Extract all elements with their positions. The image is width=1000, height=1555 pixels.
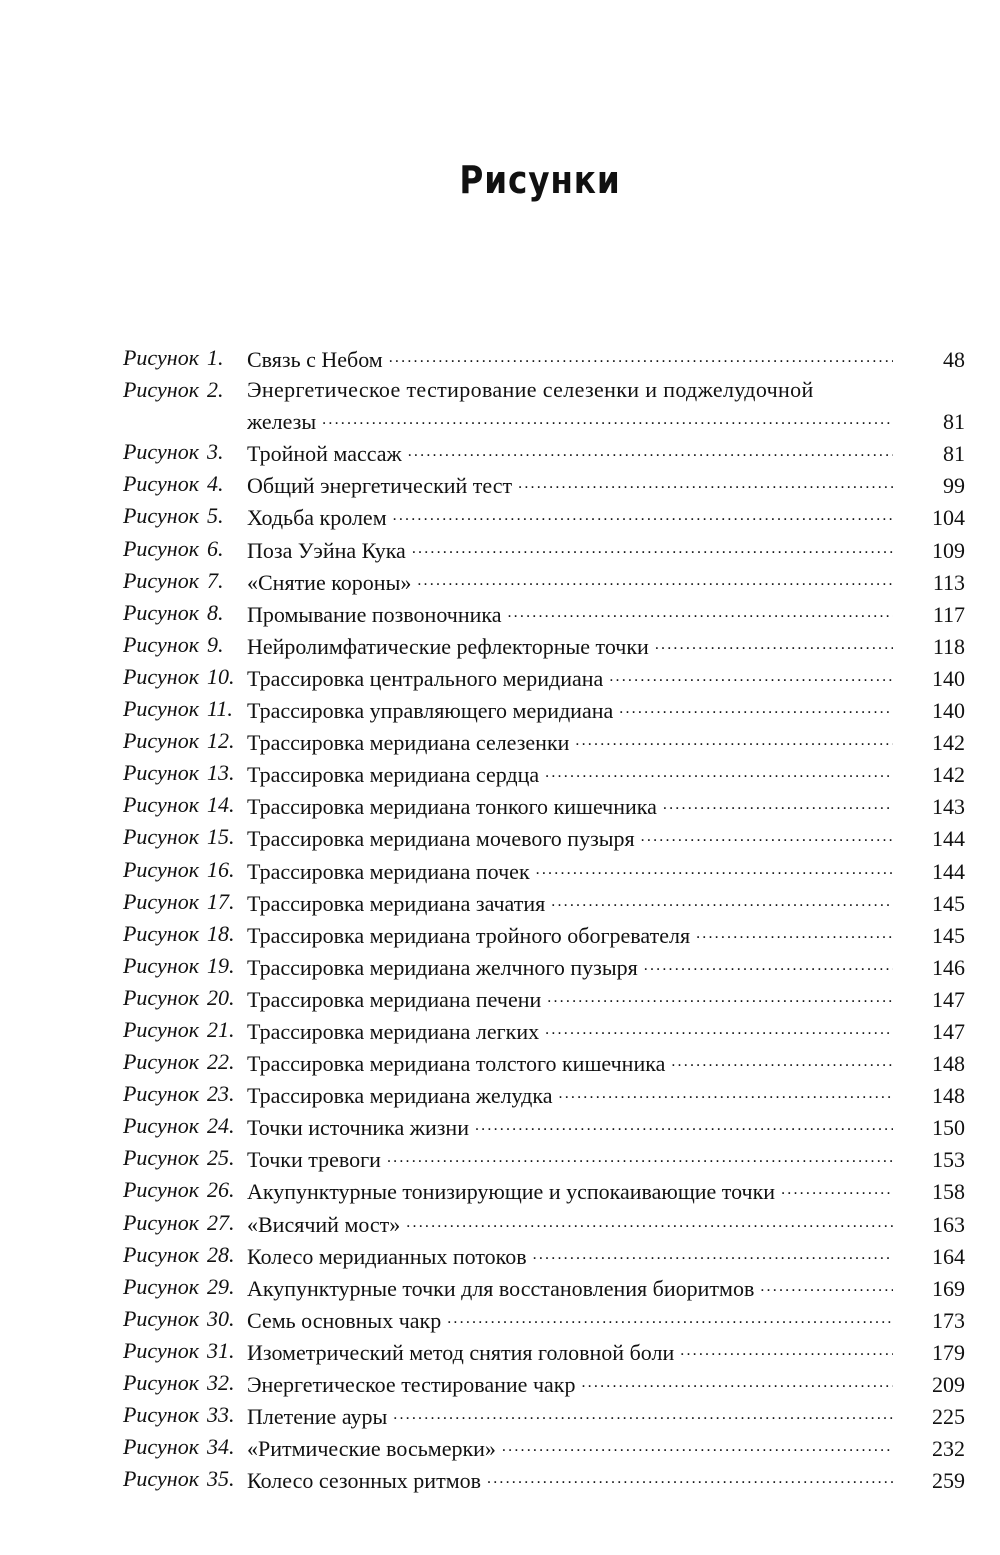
figure-entry <box>243 1079 893 1111</box>
figures-list <box>100 343 965 1496</box>
figure-entry <box>243 1015 893 1047</box>
figure-number: 13. <box>207 760 235 786</box>
figure-title: «Висячий мост» <box>247 1211 401 1237</box>
list-item <box>100 1079 965 1111</box>
figure-label-word: Рисунок <box>122 1113 199 1139</box>
page-number: 142 <box>932 730 965 756</box>
page-number: 232 <box>932 1436 965 1462</box>
page-number: 143 <box>932 794 965 820</box>
figure-entry <box>243 630 893 662</box>
list-item <box>100 1336 965 1368</box>
list-item <box>100 758 965 790</box>
figure-title: Акупунктурные тонизирующие и успокаивающие точки <box>247 1179 776 1205</box>
figure-label-word: Рисунок <box>122 728 199 754</box>
figure-label-word: Рисунок <box>122 1016 199 1042</box>
figure-label-word: Рисунок <box>122 920 199 946</box>
list-item <box>100 534 965 566</box>
figure-label-word: Рисунок <box>122 1402 199 1428</box>
list-item <box>100 1432 965 1464</box>
figure-title: Колесо сезонных ритмов <box>247 1468 481 1494</box>
figure-number: 12. <box>207 728 235 754</box>
dot-leader <box>655 630 893 662</box>
list-item <box>100 790 965 822</box>
dot-leader <box>536 855 893 887</box>
figure-number: 7. <box>207 567 224 593</box>
figure-label-word: Рисунок <box>122 1177 199 1203</box>
figure-label-word: Рисунок <box>122 696 199 722</box>
figure-entry <box>243 1336 893 1368</box>
figure-title: Ходьба кролем <box>247 505 387 531</box>
figure-label-word: Рисунок <box>122 599 199 625</box>
page-number: 145 <box>932 890 965 916</box>
figure-title: Трассировка центрального меридиана <box>247 665 604 691</box>
figure-entry <box>243 598 893 630</box>
page-number: 104 <box>932 505 965 531</box>
figure-entry <box>243 1047 893 1079</box>
page-number: 113 <box>932 569 965 595</box>
figure-label <box>100 1047 243 1077</box>
list-item <box>100 1175 965 1207</box>
list-item <box>100 855 965 887</box>
figure-title: Трассировка меридиана желудка <box>247 1083 553 1109</box>
list-item <box>100 1015 965 1047</box>
figure-label-word: Рисунок <box>122 856 199 882</box>
page-number: 109 <box>932 537 965 563</box>
figure-number: 26. <box>207 1177 235 1203</box>
figure-number: 25. <box>207 1145 235 1171</box>
figure-title: Трассировка меридиана селезенки <box>247 730 570 756</box>
figure-label <box>100 1400 243 1430</box>
figure-label <box>100 887 243 917</box>
list-item <box>100 1464 965 1496</box>
figure-label <box>100 758 243 788</box>
figure-number: 28. <box>207 1241 235 1267</box>
page-number: 153 <box>932 1147 965 1173</box>
figure-label <box>100 1240 243 1270</box>
figure-label-word: Рисунок <box>122 888 199 914</box>
figure-label-word: Рисунок <box>122 792 199 818</box>
figure-entry <box>243 375 893 437</box>
page-number: 118 <box>932 633 965 659</box>
dot-leader <box>417 566 893 598</box>
dot-leader <box>696 919 893 951</box>
figure-title: Трассировка меридиана тонкого кишечника <box>247 794 657 820</box>
figure-title: Точки тревоги <box>247 1147 381 1173</box>
figure-title: Трассировка меридиана мочевого пузыря <box>247 826 635 852</box>
list-item <box>100 1047 965 1079</box>
figure-label-word: Рисунок <box>122 1209 199 1235</box>
dot-leader <box>322 405 893 437</box>
figure-title: Колесо меридианных потоков <box>247 1243 527 1269</box>
figure-title-line: Энергетическое тестирование селезенки и поджелудочной <box>247 377 814 403</box>
figure-title: Акупунктурные точки для восстановления биоритмов <box>247 1275 755 1301</box>
figure-label <box>100 501 243 531</box>
page-number: 150 <box>932 1115 965 1141</box>
figure-title: Трассировка меридиана печени <box>247 986 542 1012</box>
list-item <box>100 566 965 598</box>
page-number: 142 <box>932 762 965 788</box>
list-item <box>100 375 965 437</box>
page-number: 140 <box>932 665 965 691</box>
dot-leader <box>487 1464 893 1496</box>
figure-label <box>100 694 243 724</box>
page-number: 158 <box>932 1179 965 1205</box>
dot-leader <box>389 343 893 375</box>
page-number: 209 <box>932 1372 965 1397</box>
dot-leader <box>581 1368 893 1400</box>
page-number: 81 <box>943 409 965 435</box>
figure-number: 22. <box>207 1049 235 1075</box>
figure-entry <box>243 501 893 533</box>
page-number: 140 <box>932 698 965 724</box>
figure-entry <box>243 1432 893 1464</box>
figure-label <box>100 919 243 949</box>
dot-leader <box>680 1336 893 1368</box>
page-number: 81 <box>943 441 965 467</box>
page-number: 148 <box>932 1083 965 1109</box>
figure-label <box>100 790 243 820</box>
figure-label <box>100 437 243 467</box>
figure-label <box>100 566 243 596</box>
figure-number: 14. <box>207 792 235 818</box>
figure-number: 27. <box>207 1209 235 1235</box>
list-item <box>100 469 965 501</box>
page-number: 173 <box>932 1307 965 1333</box>
page-number: 144 <box>932 826 965 852</box>
figure-label <box>100 375 243 405</box>
figure-entry <box>243 343 893 375</box>
list-item <box>100 694 965 726</box>
figure-label <box>100 983 243 1013</box>
list-item <box>100 919 965 951</box>
figure-title-continuation <box>247 405 893 437</box>
figure-entry <box>243 437 893 469</box>
figure-number: 8. <box>207 599 224 625</box>
page-number: 169 <box>932 1275 965 1301</box>
list-item <box>100 598 965 630</box>
figure-number: 32. <box>207 1370 235 1395</box>
dot-leader <box>644 951 893 983</box>
figure-label <box>100 1368 243 1398</box>
figure-label-word: Рисунок <box>122 984 199 1010</box>
figure-number: 20. <box>207 984 235 1010</box>
figure-entry <box>243 1143 893 1175</box>
figure-number: 31. <box>207 1337 235 1363</box>
figure-title: Трассировка меридиана почек <box>247 858 530 884</box>
figure-entry <box>243 566 893 598</box>
figure-label-word: Рисунок <box>122 503 199 529</box>
figure-label <box>100 598 243 628</box>
list-item <box>100 887 965 919</box>
page-number: 146 <box>932 954 965 980</box>
page-title: Рисунки <box>459 158 621 202</box>
figure-label <box>100 1464 243 1494</box>
figure-label-word: Рисунок <box>122 952 199 978</box>
figure-number: 3. <box>207 439 224 465</box>
figure-label <box>100 1143 243 1173</box>
list-item <box>100 1400 965 1432</box>
figure-title: железы <box>247 409 317 435</box>
figure-label <box>100 1208 243 1238</box>
figure-number: 30. <box>207 1305 235 1331</box>
figure-label-word: Рисунок <box>122 439 199 465</box>
list-item <box>100 1208 965 1240</box>
dot-leader <box>641 822 893 854</box>
figure-number: 35. <box>207 1466 235 1492</box>
figure-entry <box>243 534 893 566</box>
figure-number: 21. <box>207 1016 235 1042</box>
page-number: 259 <box>932 1468 965 1494</box>
figure-label-word: Рисунок <box>122 824 199 850</box>
figure-label-word: Рисунок <box>122 345 199 370</box>
figure-number: 1. <box>207 345 224 370</box>
dot-leader <box>559 1079 894 1111</box>
figure-label-word: Рисунок <box>122 1337 199 1363</box>
figure-label <box>100 951 243 981</box>
page-number: 99 <box>943 473 965 499</box>
list-item <box>100 951 965 983</box>
figure-title: «Снятие короны» <box>247 569 412 595</box>
figure-entry <box>243 726 893 758</box>
dot-leader <box>393 1400 893 1432</box>
figure-title: Общий энергетический тест <box>247 473 513 499</box>
dot-leader <box>412 534 893 566</box>
dot-leader <box>406 1208 893 1240</box>
figure-label <box>100 1079 243 1109</box>
list-item <box>100 1368 965 1400</box>
figure-label-word: Рисунок <box>122 631 199 657</box>
dot-leader <box>545 1015 893 1047</box>
dot-leader <box>547 983 893 1015</box>
page-number: 163 <box>932 1211 965 1237</box>
figure-number: 19. <box>207 952 235 978</box>
figure-entry <box>243 1400 893 1432</box>
page-number: 179 <box>932 1339 965 1365</box>
dot-leader <box>760 1272 893 1304</box>
list-item <box>100 822 965 854</box>
dot-leader <box>663 790 893 822</box>
figure-number: 15. <box>207 824 235 850</box>
figure-label <box>100 1272 243 1302</box>
list-item <box>100 437 965 469</box>
figure-label <box>100 1304 243 1334</box>
figure-label <box>100 343 243 373</box>
list-item <box>100 630 965 662</box>
figure-label <box>100 630 243 660</box>
figure-title: Изометрический метод снятия головной боли <box>247 1339 675 1365</box>
figure-title: Плетение ауры <box>247 1404 388 1430</box>
figure-title: Трассировка управляющего меридиана <box>247 698 614 724</box>
figure-entry <box>243 790 893 822</box>
figure-title: Трассировка меридиана зачатия <box>247 890 546 916</box>
figure-title: Нейролимфатические рефлекторные точки <box>247 633 649 659</box>
dot-leader <box>551 887 893 919</box>
figure-number: 18. <box>207 920 235 946</box>
dot-leader <box>609 662 893 694</box>
figure-label-word: Рисунок <box>122 377 199 403</box>
figure-title: Энергетическое тестирование чакр <box>247 1372 576 1397</box>
figure-title: «Ритмические восьмерки» <box>247 1436 496 1462</box>
figure-entry <box>243 1272 893 1304</box>
list-item <box>100 343 965 375</box>
figure-number: 16. <box>207 856 235 882</box>
figure-title: Промывание позвоночника <box>247 601 502 627</box>
figure-number: 29. <box>207 1273 235 1299</box>
page-number: 48 <box>943 347 965 372</box>
figure-label-word: Рисунок <box>122 760 199 786</box>
figure-label-word: Рисунок <box>122 1145 199 1171</box>
dot-leader <box>533 1240 893 1272</box>
dot-leader <box>408 437 893 469</box>
dot-leader <box>387 1143 893 1175</box>
figure-entry <box>243 855 893 887</box>
page-number: 144 <box>932 858 965 884</box>
page-number: 164 <box>932 1243 965 1269</box>
figure-entry <box>243 758 893 790</box>
dot-leader <box>619 694 893 726</box>
dot-leader <box>475 1111 893 1143</box>
figure-label-word: Рисунок <box>122 535 199 561</box>
page-number: 117 <box>932 601 965 627</box>
figure-label <box>100 1432 243 1462</box>
figure-number: 10. <box>207 663 235 689</box>
figure-entry <box>243 1208 893 1240</box>
list-item <box>100 726 965 758</box>
list-item <box>100 662 965 694</box>
figure-label <box>100 855 243 885</box>
figure-label-word: Рисунок <box>122 1370 199 1395</box>
list-item <box>100 1143 965 1175</box>
figure-label-word: Рисунок <box>122 1241 199 1267</box>
figure-label-word: Рисунок <box>122 1466 199 1492</box>
figure-title: Тройной массаж <box>247 441 402 467</box>
figure-label-word: Рисунок <box>122 663 199 689</box>
list-item <box>100 1272 965 1304</box>
figure-number: 2. <box>207 377 224 403</box>
figure-title: Поза Уэйна Кука <box>247 537 406 563</box>
figure-entry <box>243 1368 893 1400</box>
figure-title: Связь с Небом <box>247 347 383 372</box>
dot-leader <box>545 758 893 790</box>
figure-label <box>100 469 243 499</box>
figure-label <box>100 1015 243 1045</box>
figure-label <box>100 1175 243 1205</box>
dot-leader <box>518 469 893 501</box>
dot-leader <box>502 1432 893 1464</box>
figure-title: Точки источника жизни <box>247 1115 469 1141</box>
figure-number: 6. <box>207 535 224 561</box>
figure-entry <box>243 983 893 1015</box>
page-number: 148 <box>932 1051 965 1077</box>
figure-label-word: Рисунок <box>122 1273 199 1299</box>
figure-number: 33. <box>207 1402 235 1428</box>
figure-entry <box>243 1240 893 1272</box>
figure-number: 34. <box>207 1434 235 1460</box>
figure-entry <box>243 919 893 951</box>
page-number: 147 <box>932 986 965 1012</box>
figure-label <box>100 662 243 692</box>
dot-leader <box>781 1175 893 1207</box>
figure-number: 24. <box>207 1113 235 1139</box>
figure-label-word: Рисунок <box>122 1081 199 1107</box>
list-item <box>100 983 965 1015</box>
figure-title: Трассировка меридиана легких <box>247 1018 540 1044</box>
dot-leader <box>671 1047 893 1079</box>
figure-title: Трассировка меридиана сердца <box>247 762 540 788</box>
figure-label <box>100 822 243 852</box>
figure-number: 5. <box>207 503 224 529</box>
list-item <box>100 1111 965 1143</box>
dot-leader <box>393 501 893 533</box>
figure-label-word: Рисунок <box>122 1305 199 1331</box>
figure-label-word: Рисунок <box>122 471 199 497</box>
figure-entry <box>243 822 893 854</box>
figure-label <box>100 1111 243 1141</box>
figure-number: 4. <box>207 471 224 497</box>
figure-number: 17. <box>207 888 235 914</box>
list-item <box>100 1240 965 1272</box>
figure-label <box>100 1336 243 1366</box>
dot-leader <box>447 1304 893 1336</box>
list-item <box>100 501 965 533</box>
figure-title: Трассировка меридиана желчного пузыря <box>247 954 638 980</box>
figure-label-word: Рисунок <box>122 567 199 593</box>
figure-entry <box>243 469 893 501</box>
figure-label <box>100 534 243 564</box>
page-number: 147 <box>932 1018 965 1044</box>
figure-title: Семь основных чакр <box>247 1307 442 1333</box>
figure-entry <box>243 1304 893 1336</box>
figure-title: Трассировка меридиана толстого кишечника <box>247 1051 666 1077</box>
page-number: 145 <box>932 922 965 948</box>
figure-entry <box>243 1111 893 1143</box>
list-item <box>100 1304 965 1336</box>
figure-entry <box>243 694 893 726</box>
figure-entry <box>243 1175 893 1207</box>
figure-label <box>100 726 243 756</box>
figure-number: 9. <box>207 631 224 657</box>
figure-entry <box>243 887 893 919</box>
figure-number: 23. <box>207 1081 235 1107</box>
figure-number: 11. <box>207 696 233 722</box>
figure-entry <box>243 951 893 983</box>
figure-title: Трассировка меридиана тройного обогревателя <box>247 922 691 948</box>
figure-entry <box>243 662 893 694</box>
page-number: 225 <box>932 1404 965 1430</box>
figure-label-word: Рисунок <box>122 1049 199 1075</box>
figure-entry <box>243 1464 893 1496</box>
dot-leader <box>507 598 893 630</box>
dot-leader <box>575 726 893 758</box>
figure-label-word: Рисунок <box>122 1434 199 1460</box>
